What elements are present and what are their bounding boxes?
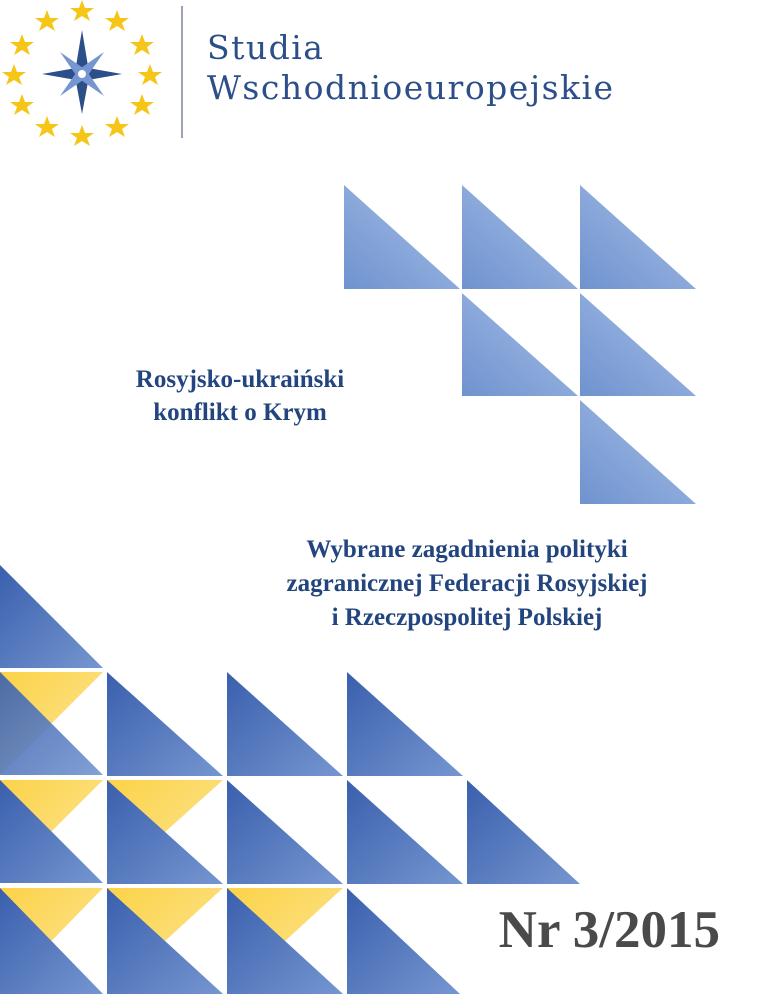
star-icon [138, 64, 162, 85]
star-icon [35, 116, 59, 137]
topic-crimea [60, 363, 420, 429]
journal-title-line1: Studia [207, 28, 325, 67]
topic-crimea-line1: Rosyjsko-ukraiński [135, 366, 345, 393]
topic-foreign-policy [166, 533, 768, 635]
star-icon [105, 116, 129, 137]
star-icon [2, 64, 26, 85]
star-icon [10, 34, 34, 55]
star-icon [105, 10, 129, 31]
triangle-pattern-upper [344, 185, 696, 504]
star-icon [35, 10, 59, 31]
compass-rose-icon [42, 30, 122, 114]
journal-title-line2: Wschodnioeuropejskie [207, 68, 615, 107]
star-icon [10, 94, 34, 115]
topic-crimea-line2: konflikt o Krym [153, 399, 327, 426]
topic-foreign-policy-line3: i Rzeczpospolitej Polskiej [331, 604, 603, 631]
journal-title [207, 28, 615, 108]
star-icon [70, 125, 94, 146]
issue-number: Nr 3/2015 [498, 901, 720, 959]
topic-foreign-policy-line1: Wybrane zagadnienia polityki [306, 536, 628, 563]
star-icon [70, 0, 94, 21]
star-icon [130, 94, 154, 115]
topic-foreign-policy-line2: zagranicznej Federacji Rosyjskiej [286, 570, 648, 597]
star-icon [130, 34, 154, 55]
